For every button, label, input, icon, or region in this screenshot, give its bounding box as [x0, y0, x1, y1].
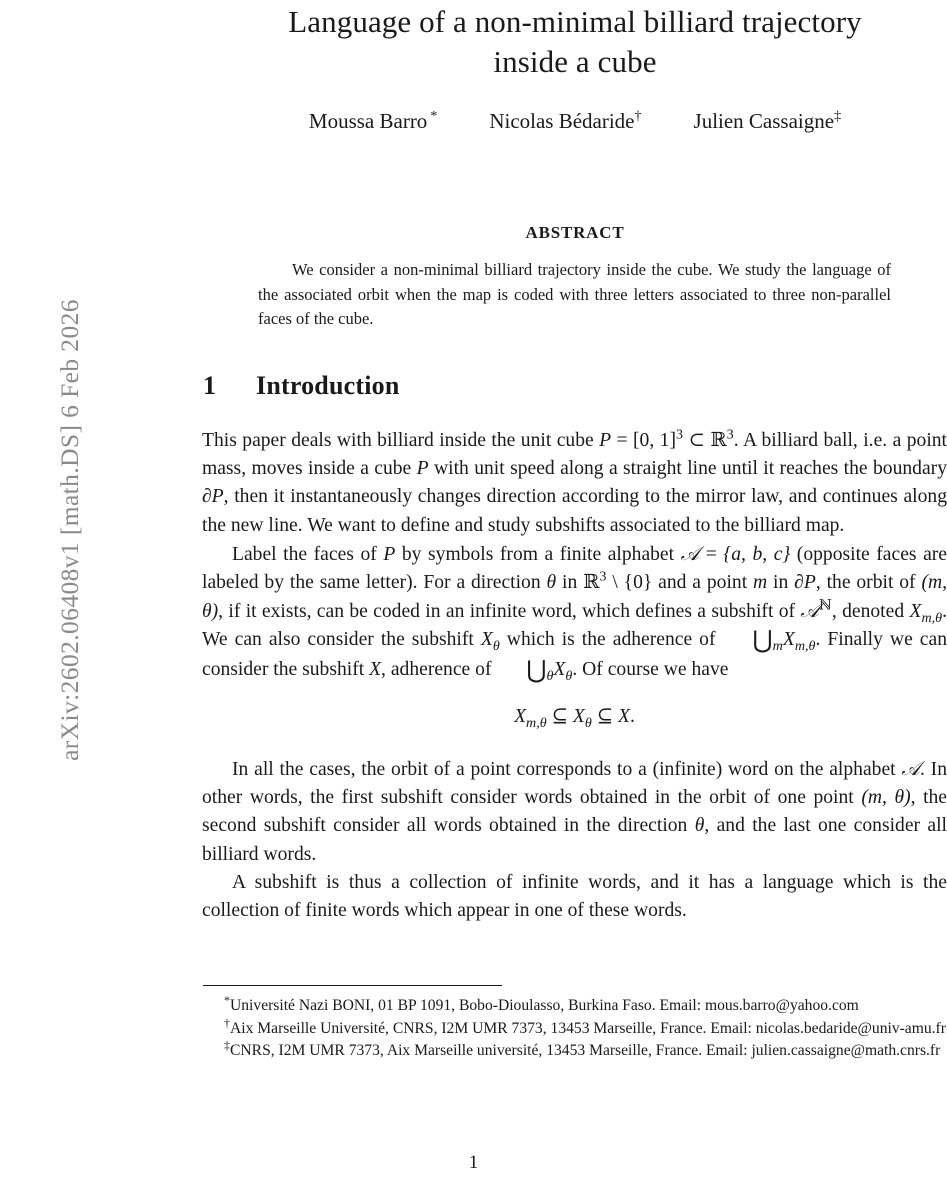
author-2	[489, 109, 641, 134]
math-X-theta: X	[480, 629, 493, 651]
author-1-name: Moussa Barro	[308, 109, 428, 133]
footnote-2-text: Aix Marseille Université, CNRS, I2M UMR 7373, 13453 Marseille, France. Email: nicolas.bedaride@univ-amu.fr	[230, 1019, 946, 1037]
paragraph-4: A subshift is thus a collection of infinite words, and it has a language which is the collection of finite words which appear in one of these words.	[202, 871, 947, 921]
display-equation-inclusions	[202, 685, 947, 755]
paragraph-1	[202, 427, 947, 540]
p2-text-i: , denoted	[831, 601, 910, 623]
author-list	[203, 109, 947, 134]
math-X-4-subscript: θ	[565, 667, 573, 684]
abstract-heading: ABSTRACT	[525, 223, 625, 242]
body-text	[202, 427, 947, 925]
footnote-1-marker: *	[224, 992, 230, 1007]
page-title	[203, 0, 947, 82]
p2-text-c: (opposite faces are labeled by the same letter). For a direction	[202, 543, 947, 594]
math-zero-set: {0}	[623, 572, 653, 594]
title-line-2: inside a cube	[493, 44, 657, 79]
p2-text-n: . Of course we have	[572, 658, 729, 680]
p3-text-a: In all the cases, the orbit of a point corresponds to a (infinite) word on the alphabet	[232, 758, 902, 780]
math-m-theta-pair-2: (m, θ)	[861, 787, 911, 809]
author-3-footnote-marker[interactable]: ‡	[834, 109, 842, 124]
math-X-2: X	[782, 629, 795, 651]
eq-X-1: X	[514, 705, 527, 727]
p3-text-c: , the second subshift consider all words obtained in the direction	[202, 787, 947, 837]
p2-text-l: . Finally we can consider the subshift	[202, 629, 947, 680]
eq-X-1-subscript: m,θ	[526, 714, 547, 731]
author-3	[694, 109, 842, 134]
p2-text-a: Label the faces of	[232, 543, 384, 565]
math-boundary-P-2: ∂P	[794, 572, 816, 594]
math-reals: ℝ	[710, 430, 727, 451]
abstract-body: We consider a non-minimal billiard trajectory inside the cube. We study the language of the associated orbit when the map is coded with three letters associated to three non-parallel faces of the cube.	[258, 260, 891, 328]
footnote-1-text: Université Nazi BONI, 01 BP 1091, Bobo-Dioulasso, Burkina Faso. Email: mous.barro@yahoo.com	[230, 997, 859, 1014]
math-X-4: X	[553, 658, 566, 680]
math-P-3: P	[383, 543, 396, 565]
math-m-theta-pair: (m, θ)	[202, 572, 947, 623]
p2-text-m: , adherence of	[381, 658, 497, 680]
paragraph-3	[202, 755, 947, 869]
footnote-3-text: CNRS, I2M UMR 7373, Aix Marseille université, 13453 Marseille, France. Email: julien.cassaigne@math.cnrs.fr	[230, 1042, 941, 1059]
math-naturals-exponent: ℕ	[818, 597, 832, 614]
math-reals-exponent: 3	[726, 426, 734, 443]
p2-text-b: by symbols from a finite alphabet	[395, 543, 681, 565]
math-equals-2: =	[699, 543, 724, 565]
p1-text-a: This paper deals with billiard inside the unit cube	[202, 430, 600, 451]
p3-text-b: . In other words, the first subshift consider words obtained in the orbit of one point	[202, 758, 947, 809]
footnote-1	[202, 992, 947, 1018]
math-setminus: \	[606, 572, 624, 594]
p1-text-c: with unit speed along a straight line until it reaches the boundary	[428, 458, 947, 480]
math-theta: θ	[546, 572, 557, 594]
math-alphabet-A-3: 𝒜	[901, 756, 920, 780]
p2-text-j: . We can also consider the subshift	[202, 601, 947, 651]
math-P-2: P	[416, 458, 429, 480]
math-interval: [0, 1]	[633, 430, 677, 451]
section-title: Introduction	[256, 371, 400, 400]
p3-text-d: , and the last one consider all billiard words.	[202, 815, 947, 865]
math-union-operator: ⋃	[752, 627, 773, 655]
math-union-2-subscript: θ	[546, 667, 554, 684]
footnote-3	[202, 1037, 947, 1063]
page-number: 1	[468, 1152, 479, 1173]
author-2-name: Nicolas Bédaride	[489, 109, 635, 133]
p1-text-d: , then it instantaneously changes direction according to the mirror law, and continues along the new line. We want to define and study subshifts associated to the billiard map.	[202, 486, 947, 536]
eq-X-2-subscript: θ	[584, 714, 592, 731]
footnote-list	[202, 992, 947, 1063]
eq-period: .	[630, 705, 635, 727]
arxiv-stamp-text: arXiv:2602.06408v1 [math.DS] 6 Feb 2026	[55, 299, 84, 761]
math-theta-2: θ	[694, 815, 705, 837]
p2-text-k: which is the adherence of	[499, 629, 723, 651]
title-block	[203, 0, 947, 82]
section-heading-introduction	[203, 371, 400, 401]
eq-X-3: X	[618, 705, 631, 727]
eq-X-2: X	[572, 705, 585, 727]
math-boundary-P: ∂P	[202, 486, 224, 508]
author-3-name: Julien Cassaigne	[693, 109, 835, 133]
footnote-divider	[203, 985, 502, 986]
math-alphabet-A: 𝒜	[680, 541, 700, 565]
author-1	[309, 109, 437, 134]
math-union-subscript: m	[772, 638, 783, 655]
footnote-2-marker: †	[224, 1015, 230, 1030]
math-X-3: X	[369, 658, 382, 680]
math-X-2-subscript: m,θ	[794, 638, 816, 655]
author-1-footnote-marker[interactable]: *	[430, 109, 438, 124]
math-reals-exponent-2: 3	[599, 568, 607, 585]
author-2-footnote-marker[interactable]: †	[634, 109, 642, 124]
p2-text-d: in	[556, 572, 584, 594]
paragraph-2	[202, 540, 947, 685]
math-subset: ⊂	[683, 430, 711, 451]
math-equals: =	[611, 430, 634, 451]
math-alphabet-A-2: 𝒜	[800, 599, 819, 623]
math-m: m	[753, 572, 768, 594]
footnote-2	[202, 1015, 947, 1041]
p2-text-g: , the orbit of	[815, 572, 922, 594]
p1-text-b: . A billiard ball, i.e. a point mass, moves inside a cube	[202, 430, 947, 480]
section-number: 1	[203, 371, 217, 400]
math-P: P	[599, 430, 612, 451]
title-line-1: Language of a non-minimal billiard trajectory	[288, 4, 862, 39]
math-X-subscript: m,θ	[921, 610, 943, 627]
eq-subseteq-1: ⊆	[546, 705, 573, 727]
eq-subseteq-2: ⊆	[591, 705, 619, 727]
p2-text-f: in	[767, 572, 795, 594]
p2-text-e: and a point	[652, 572, 754, 594]
math-X: X	[909, 601, 922, 623]
math-letter-set: {a, b, c}	[723, 543, 791, 565]
math-X-theta-subscript: θ	[492, 638, 500, 655]
math-exponent-3: 3	[676, 426, 684, 443]
math-union-operator-2: ⋃	[526, 656, 547, 684]
math-reals-2: ℝ	[583, 572, 600, 594]
footnote-3-marker: ‡	[224, 1037, 230, 1052]
p2-text-h: , if it exists, can be coded in an infinite word, which defines a subshift of	[218, 601, 801, 623]
